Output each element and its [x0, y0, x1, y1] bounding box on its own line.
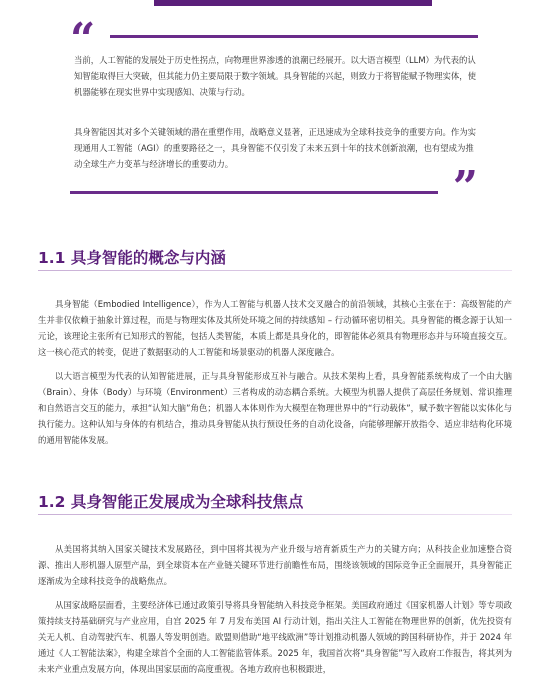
quote-bottom-rule: [70, 191, 438, 194]
body-paragraph: 以大语言模型为代表的认知智能进展，正与具身智能形成互补与融合。从技术架构上看，具身智能系统构成了一个由大脑（Brain）、身体（Body）与环境（Environment）三者构成的动态耦合系统。大模型为机器人提供了高层任务规划、常识推理和自然语言交互的能力，承担“认知大脑”角色；机器人本体则作为大模型在物理世界中的“行动载体”，赋予数字智能以实体化与执行能力。这种认知与身体的有机结合，推动具身智能从执行预设任务的自动化设备，向能够理解开放指令、适应非结构化环境的通用智能体发展。: [38, 371, 512, 445]
section-divider: [38, 270, 512, 271]
section-divider: [38, 514, 512, 515]
close-quote-icon: ”: [452, 162, 478, 213]
open-quote-icon: “: [70, 14, 96, 65]
quote-paragraph: 具身智能因其对多个关键领域的潜在重塑作用，战略意义显著，正迅速成为全球科技竞争的重要方向。作为实现通用人工智能（AGI）的重要路径之一，具身智能不仅引发了未来五到十年的技术创新浪潮，也有望成为推动全球生产力变革与经济增长的重要动力。: [74, 127, 476, 169]
pull-quote: [70, 14, 478, 213]
quote-paragraph: 当前，人工智能的发展处于历史性拐点，向物理世界渗透的浪潮已经展开。以大语言模型（LLM）为代表的认知智能取得巨大突破，但其能力仍主要局限于数字领域。具身智能的兴起，则致力于将智能赋予物理实体，使机器能够在现实世界中实现感知、决策与行动。: [74, 55, 476, 97]
header-accent-bar: [154, 0, 432, 6]
body-paragraph: 从国家战略层面看，主要经济体已通过政策引导将具身智能纳入科技竞争框架。美国政府通过《国家机器人计划》等专项政策持续支持基础研究与产业应用，自宫 2025 年 7 月发布美国 AI 行动计划，指出关注人工智能在物理世界的创新，优先投资有关无人机、自动驾驶汽车、机器人等发明创造。欧盟则借助“地平线欧洲”等计划推动机器人领域的跨国科研协作，并于 2024 年通过《人工智能法案》，构建全球首个全面的人工智能监管体系。2025 年，我国首次将“具身智能”写入政府工作报告，将其列为未来产业重点发展方向，体现出国家层面的高度重视。各地方政府也积极跟进，: [38, 600, 512, 674]
section-heading: 1.2 具身智能正发展成为全球科技焦点: [38, 493, 304, 511]
body-paragraph: 从美国将其纳入国家关键技术发展路径，到中国将其视为产业升级与培育新质生产力的关键方向；从科技企业加速整合资源、推出人形机器人原型产品，到全球资本在产业链关键环节进行前瞻性布局，围绕该领域的国际竞争正全面展开，具身智能正逐渐成为全球科技竞争的战略焦点。: [38, 544, 512, 586]
body-paragraph: 具身智能（Embodied Intelligence），作为人工智能与机器人技术交叉融合的前沿领域，其核心主张在于：高级智能的产生并非仅依赖于抽象计算过程，而是与物理实体及其所处环境之间的持续感知 – 行动循环密切相关。具身智能的概念源于认知一元论，该理论主张所有已知形式的智能，包括人类智能，本质上都是具身化的，即智能体必须具有物理形态并与环境直接交互。这一核心范式的转变，促进了数据驱动的人工智能和场景驱动的机器人深度融合。: [38, 299, 512, 357]
section-heading: 1.1 具身智能的概念与内涵: [38, 249, 226, 267]
quote-top-rule: [110, 35, 478, 38]
